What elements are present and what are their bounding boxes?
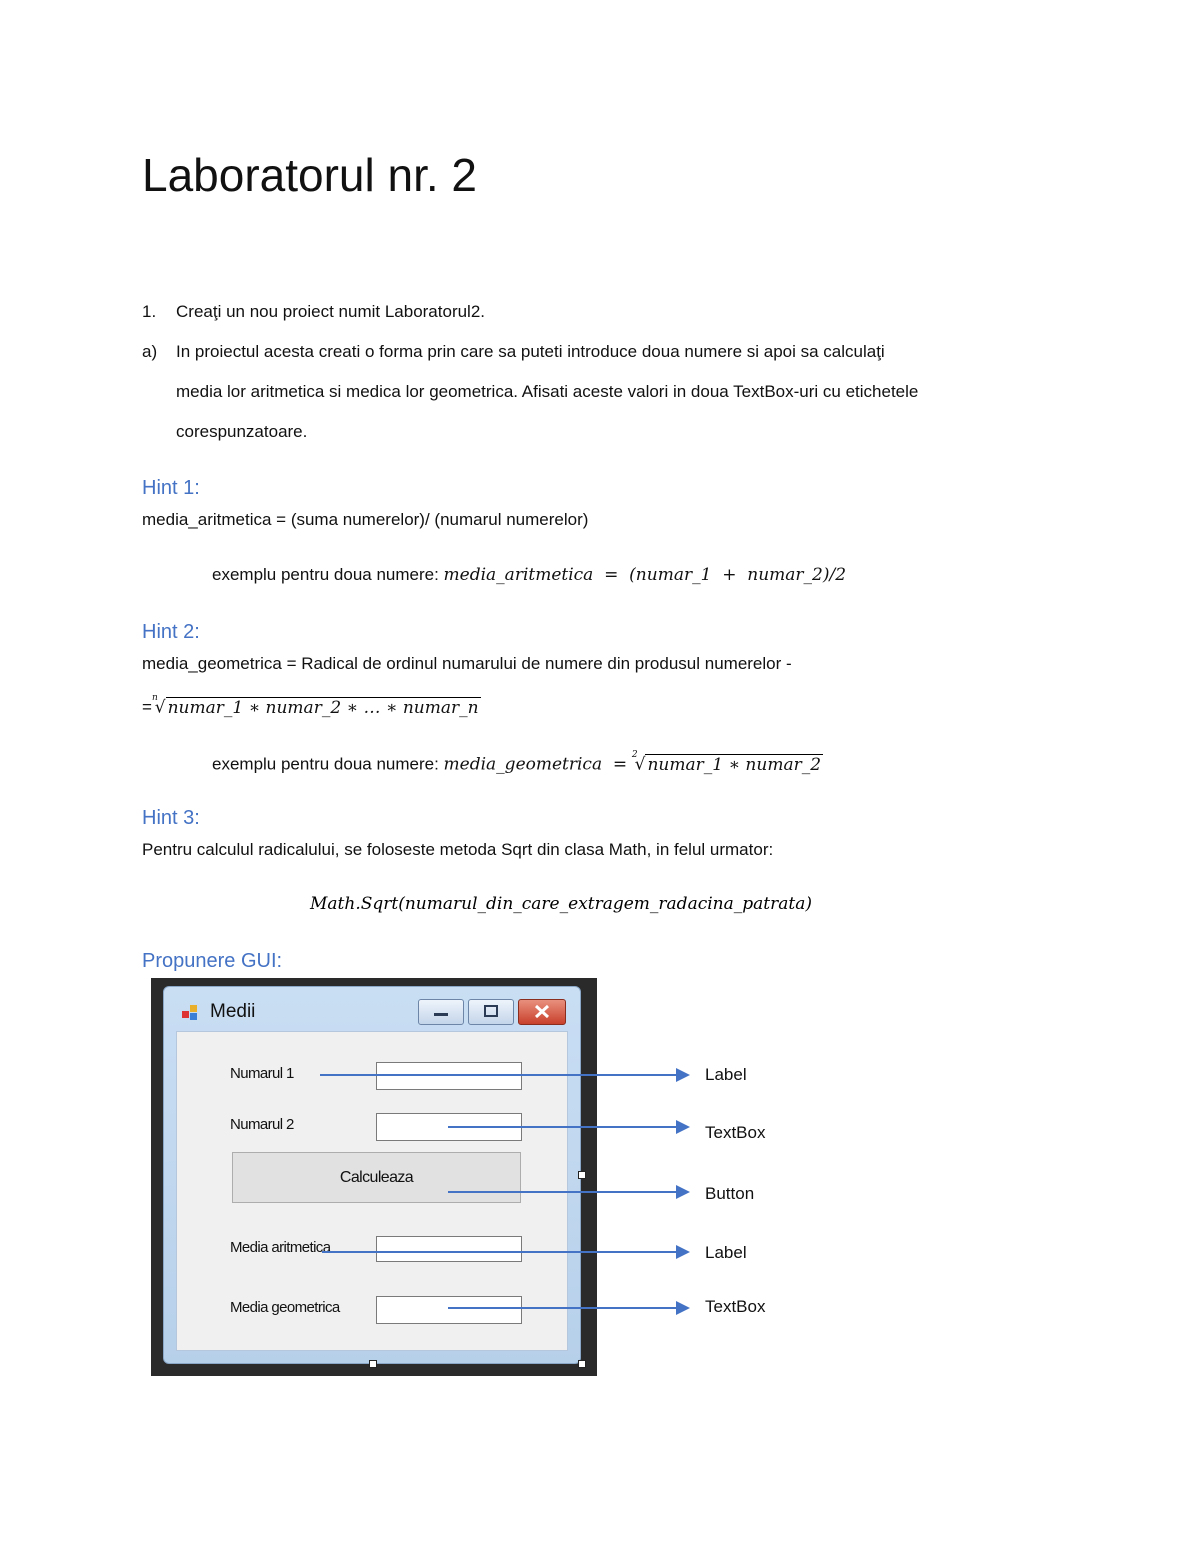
annotation-textbox-1: TextBox (705, 1123, 766, 1142)
list-item-1: Creaţi un nou proiect numit Laboratorul2. (176, 302, 486, 321)
window-title: Medii (210, 1001, 256, 1022)
list-item-a-line3: corespunzatoare. (176, 422, 308, 441)
arrowhead-4 (676, 1245, 690, 1259)
list-item-a-line2: media lor aritmetica si medica lor geometrica. Afisati aceste valori in doua TextBox-uri cu etichetele (176, 382, 919, 401)
calculeaza-button[interactable]: Calculeaza (232, 1152, 521, 1203)
example-radicand: numar_1 ∗ numar_2 (647, 754, 822, 775)
hint1-heading: Hint 1: (142, 477, 200, 499)
page-title: Laboratorul nr. 2 (142, 149, 478, 201)
list-item-a-line1: In proiectul acesta creati o forma prin care sa puteti introduce doua numere si apoi sa calculaţi (176, 342, 885, 361)
hint2-formula-prefix: = (142, 697, 152, 717)
label-numarul-1: Numarul 1 (230, 1065, 294, 1082)
annotation-label-2: Label (705, 1243, 747, 1262)
label-media-aritmetica: Media aritmetica (230, 1239, 331, 1256)
hint2-example-lhs: media_geometrica = (443, 754, 628, 775)
square-root: $^2$√ numar_1 ∗ numar_2 (631, 750, 822, 775)
arrowhead-2 (676, 1120, 690, 1134)
list-marker-a: a) (142, 342, 158, 361)
label-numarul-2: Numarul 2 (230, 1116, 294, 1133)
nth-root: $^n$√ numar_1 ∗ numar_2 ∗ … ∗ numar_n (151, 693, 479, 718)
annotation-button: Button (705, 1184, 755, 1203)
arrowhead-1 (676, 1068, 690, 1082)
hint1-example-formula: media_aritmetica = (numar_1 + numar_2)/2 (443, 565, 847, 585)
hint3-formula: Math.Sqrt(numarul_din_care_extragem_radacina_patrata) (310, 894, 812, 914)
list-marker-1: 1. (142, 302, 157, 321)
label-media-geometrica: Media geometrica (230, 1299, 340, 1316)
root-radicand: numar_1 ∗ numar_2 ∗ … ∗ numar_n (167, 697, 479, 718)
hint2-example-prefix: exemplu pentru doua numere: (212, 754, 439, 774)
annotation-textbox-2: TextBox (705, 1297, 766, 1316)
example-root-index: 2 (631, 750, 638, 760)
root-index: n (151, 693, 158, 703)
arrowhead-3 (676, 1185, 690, 1199)
gui-heading: Propunere GUI: (142, 950, 283, 972)
hint3-heading: Hint 3: (142, 807, 200, 829)
hint2-heading: Hint 2: (142, 621, 200, 643)
hint1-example-prefix: exemplu pentru doua numere: (212, 565, 439, 584)
hint3-text: Pentru calculul radicalului, se foloseste metoda Sqrt din clasa Math, in felul urmator: (142, 840, 774, 859)
annotation-label-1: Label (705, 1065, 747, 1084)
hint1-definition: media_aritmetica = (suma numerelor)/ (numarul numerelor) (142, 510, 589, 529)
arrowhead-5 (676, 1301, 690, 1315)
hint2-definition: media_geometrica = Radical de ordinul numarului de numere din produsul numerelor - (142, 654, 792, 673)
